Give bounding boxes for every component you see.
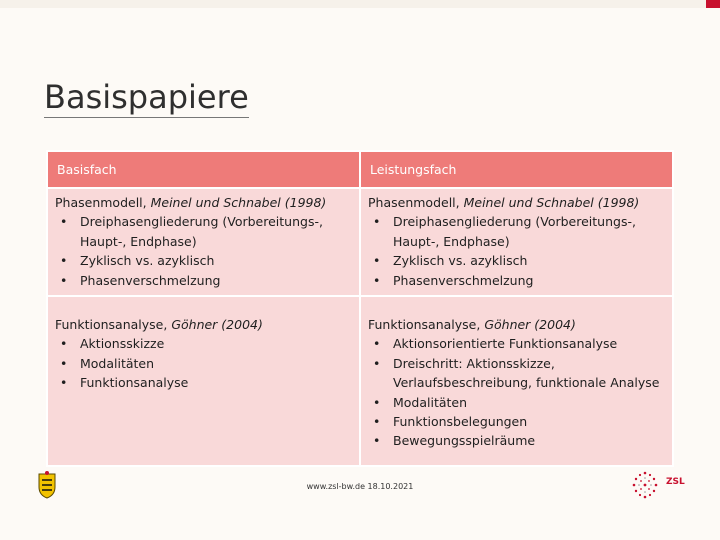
table-row — [47, 188, 673, 296]
column-header-basisfach: Basisfach — [47, 151, 360, 188]
corner-accent — [706, 0, 720, 8]
list-item: • Dreischritt: Aktionsskizze, Verlaufsbeschreibung, funktionale Analyse — [368, 354, 665, 393]
list-item: • Modalitäten — [55, 354, 352, 373]
bullet-list — [55, 334, 352, 392]
table-row — [47, 296, 673, 466]
list-item: • Funktionsbelegungen — [368, 412, 665, 431]
list-item: • Modalitäten — [368, 393, 665, 412]
table-cell — [360, 296, 673, 466]
section-heading: Funktionsanalyse, Göhner (2004) — [55, 317, 263, 333]
bullet-list — [55, 212, 352, 290]
list-item: • Bewegungsspielräume — [368, 431, 665, 450]
page-title: Basispapiere — [44, 78, 249, 116]
top-bar — [0, 0, 720, 8]
comparison-table — [46, 150, 674, 467]
list-item: • Phasenverschmelzung — [368, 271, 665, 290]
list-item: • Aktionsskizze — [55, 334, 352, 353]
zsl-logo-text: ZSL — [666, 477, 685, 487]
table-cell — [47, 296, 360, 466]
list-item: • Dreiphasengliederung (Vorbereitungs-, Haupt-, Endphase) — [368, 212, 665, 251]
bullet-list — [368, 334, 665, 450]
section-heading: Funktionsanalyse, Göhner (2004) — [368, 317, 576, 333]
list-item: • Phasenverschmelzung — [55, 271, 352, 290]
column-header-leistungsfach: Leistungsfach — [360, 151, 673, 188]
section-heading: Phasenmodell, Meinel und Schnabel (1998) — [55, 195, 327, 210]
list-item: • Dreiphasengliederung (Vorbereitungs-, Haupt-, Endphase) — [55, 212, 352, 251]
table-cell — [360, 188, 673, 296]
section-heading: Phasenmodell, Meinel und Schnabel (1998) — [368, 195, 640, 210]
table-header-row — [47, 151, 673, 188]
table-cell — [47, 188, 360, 296]
list-item: • Funktionsanalyse — [55, 373, 352, 392]
list-item: • Zyklisch vs. azyklisch — [55, 251, 352, 270]
list-item: • Aktionsorientierte Funktionsanalyse — [368, 334, 665, 353]
list-item: • Zyklisch vs. azyklisch — [368, 251, 665, 270]
bullet-list — [368, 212, 665, 290]
footer-text: www.zsl-bw.de 18.10.2021 — [306, 482, 414, 491]
